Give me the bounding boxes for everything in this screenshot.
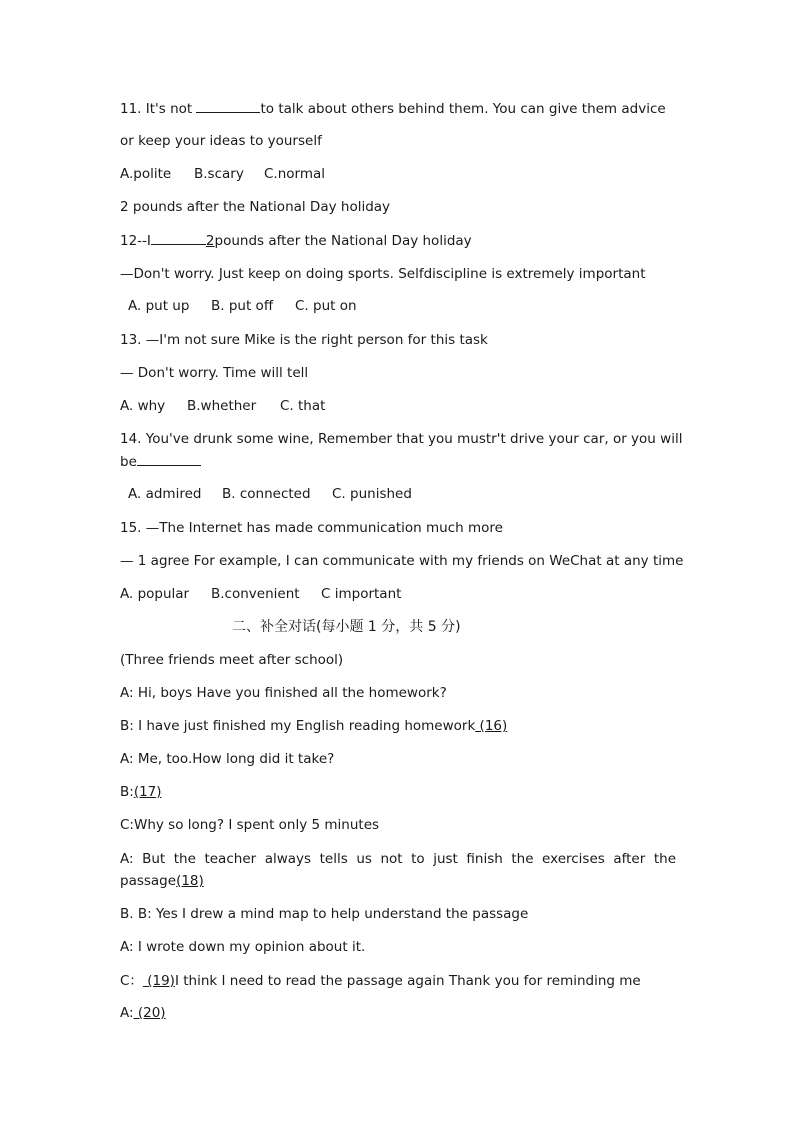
section2-title: 二、补全对话(每小题 1 分，共 5 分)	[232, 619, 461, 635]
dialogue-line-6: A: But the teacher always tells us not to just finish the exercises after the	[120, 851, 676, 867]
q15-reply: — 1 agree For example, I can communicate with my friends on WeChat at any time	[120, 553, 684, 569]
q14-options	[128, 485, 412, 503]
q14-option-c: C. punished	[332, 486, 412, 502]
q13-reply: — Don't worry. Time will tell	[120, 365, 309, 381]
blank-19: (19)	[142, 973, 175, 989]
dialogue-line-5: C:Why so long? I spent only 5 minutes	[120, 817, 380, 833]
blank-18: (18)	[176, 873, 204, 889]
dialogue-line-4: B:(17)	[120, 784, 162, 800]
dialogue-intro: (Three friends meet after school)	[120, 652, 344, 668]
q14-blank	[137, 452, 201, 466]
q14-option-b: B. connected	[222, 486, 311, 502]
q15-option-b: B.convenient	[211, 586, 300, 602]
q14-stem: 14. You've drunk some wine, Remember that you mustr't drive your car, or you will	[120, 431, 683, 447]
q12-option-c: C. put on	[295, 298, 357, 314]
blank-20: (20)	[133, 1005, 166, 1021]
q14-stem-line2: be	[120, 452, 201, 471]
q12-reply: —Don't worry. Just keep on doing sports. Selfdiscipline is extremely important	[120, 266, 646, 282]
q15-stem: 15. —The Internet has made communication much more	[120, 520, 503, 536]
q11-option-b: B.scary	[194, 166, 244, 182]
q11-stem: 11. It's not to talk about others behind them. You can give them advice	[120, 101, 666, 117]
blank-17: (17)	[133, 784, 162, 800]
q12-options	[128, 297, 357, 315]
stray-line: 2 pounds after the National Day holiday	[120, 199, 391, 215]
q11-stem-line2: or keep your ideas to yourself	[120, 133, 322, 149]
q15-options	[120, 585, 401, 603]
q14-option-a: A. admired	[128, 486, 202, 502]
q11-option-c: C.normal	[264, 166, 326, 182]
q12-stem: 12--I 2pounds after the National Day holiday	[120, 233, 472, 249]
dialogue-line-7: B. B: Yes I drew a mind map to help understand the passage	[120, 906, 529, 922]
q13-option-b: B.whether	[187, 398, 257, 414]
blank-16: (16)	[475, 718, 508, 734]
q13-options	[120, 397, 325, 415]
dialogue-line-9: C： (19)I think I need to read the passage again Thank you for reminding me	[120, 973, 641, 989]
q13-stem: 13. —I'm not sure Mike is the right person for this task	[120, 332, 488, 348]
q15-option-a: A. popular	[120, 586, 190, 602]
dialogue-line-1: A: Hi, boys Have you finished all the homework?	[120, 685, 447, 701]
q12-option-a: A. put up	[128, 298, 190, 314]
dialogue-line-3: A: Me, too.How long did it take?	[120, 751, 335, 767]
q12-blank	[151, 231, 206, 245]
dialogue-line-6b: passage(18)	[120, 873, 204, 889]
q11-option-a: A.polite	[120, 166, 172, 182]
q13-option-c: C. that	[280, 398, 326, 414]
q11-blank	[196, 99, 260, 113]
q15-option-c: C important	[321, 586, 402, 602]
dialogue-line-2: B: I have just finished my English reading homework (16)	[120, 718, 508, 734]
dialogue-line-8: A: I wrote down my opinion about it.	[120, 939, 366, 955]
dialogue-line-10: A: (20)	[120, 1005, 166, 1021]
q11-options	[120, 165, 325, 183]
q12-option-b: B. put off	[211, 298, 274, 314]
q13-option-a: A. why	[120, 398, 166, 414]
